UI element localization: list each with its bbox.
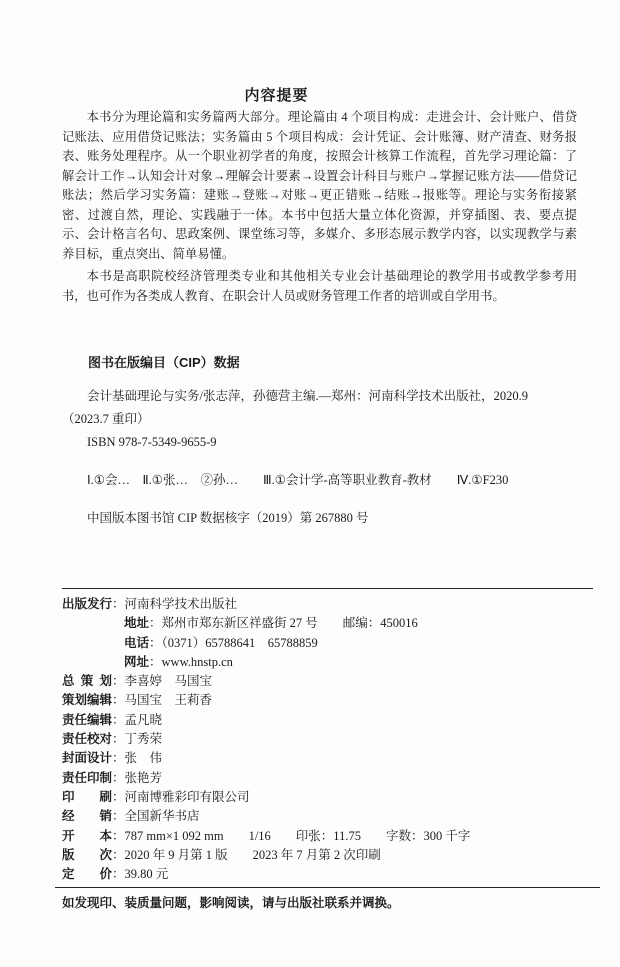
row-colon: ： [112,789,125,804]
row-value: 河南科学技术出版社 [124,597,238,611]
row-value: 2020 年 9 月第 1 版 2023 年 7 月第 2 次印刷 [124,847,381,862]
cip-record-line: 会计基础理论与实务/张志萍，孙德营主编.—郑州：河南科学技术出版社，2020.9 [87,389,528,403]
row-label: 责任编辑 [62,712,113,727]
row-colon: ： [149,616,162,631]
row-value: 河南博雅彩印有限公司 [124,789,250,804]
row-value: 张艳芳 [124,770,163,785]
row-colon: ： [112,732,125,747]
divider-bottom [55,887,600,888]
colophon-row-printer [62,788,577,807]
cip-classification-line: Ⅰ.①会… Ⅱ.①张… ②孙… Ⅲ.①会计学-高等职业教育-教材 Ⅳ.①F230 [87,473,509,487]
row-value: 郑州市郑东新区祥盛街 27 号 邮编：450016 [161,616,418,631]
row-label: 地址 [124,616,150,631]
content-summary-heading: 内容提要 [244,87,309,104]
row-colon: ： [112,751,125,766]
colophon-row-cover-design [62,749,577,768]
row-label: 电话 [124,635,150,650]
row-label: 策划编辑 [62,693,113,708]
row-label: 总策划 [62,674,112,689]
isbn-line: ISBN 978-7-5349-9655-9 [87,435,217,449]
row-label: 经销 [62,809,112,824]
row-colon: ： [112,693,125,708]
row-colon: ： [149,654,162,669]
colophon-row-edition [62,846,577,865]
quality-notice: 如发现印、装质量问题，影响阅读，请与出版社联系并调换。 [62,896,400,911]
colophon-row-website [124,653,577,672]
colophon-row-publisher [62,595,577,614]
colophon-row-responsible-editor [62,711,577,730]
row-value: （0371）65788641 65788859 [161,635,318,650]
colophon-row-phone [124,634,577,653]
colophon-block [62,595,577,884]
divider-top [62,588,593,589]
row-value: 丁秀荣 [124,732,163,747]
row-colon: ： [149,635,162,650]
row-label: 定价 [62,867,112,882]
row-label: 责任印制 [62,770,113,785]
cip-heading: 图书在版编目（CIP）数据 [88,355,240,370]
colophon-row-address [124,614,577,633]
row-label: 版次 [62,847,112,862]
summary-paragraph-1: 本书分为理论篇和实务篇两大部分。理论篇由 4 个项目构成：走进会计、会计账户、借贷记账法、应用借贷记账法；实务篇由 5 个项目构成：会计凭证、会计账簿、财产清查、财务报表、账务处理程序。从一个职业初学者的角度，按照会计核算工作流程，首先学习理论篇：了解会计工作→认知会计对象→理解会计要素→设置会计科目与账户→掌握记账方法——借贷记账法；然后学习实务篇：建账→登账→对账→更正错账→结账→报账等。理论与实务衔接紧密、过渡自然，理论、实践融于一体。本书中包括大量立体化资源，并穿插图、表、要点提示、会计格言名句、思政案例、课堂练习等，多媒介、多形态展示教学内容，以实现教学与素养目标，重点突出、简单易懂。 [62,110,577,261]
row-colon: ： [112,597,125,611]
colophon-row-planning-editor [62,691,577,710]
row-value: 787 mm×1 092 mm 1/16 印张：11.75 字数：300 千字 [124,828,471,843]
row-colon: ： [112,712,125,727]
row-label: 开本 [62,828,112,843]
row-label: 出版发行 [62,597,113,611]
row-colon: ： [112,770,125,785]
row-colon: ： [112,674,125,689]
colophon-row-distributor [62,807,577,826]
row-colon: ： [112,828,125,843]
row-value: 孟凡晓 [124,712,163,727]
row-label: 印刷 [62,789,112,804]
colophon-row-price [62,865,577,884]
colophon-row-chief-planner [62,672,577,691]
row-colon: ： [112,809,125,824]
row-value: 全国新华书店 [124,809,200,824]
summary-paragraph-2: 本书是高职院校经济管理类专业和其他相关专业会计基础理论的教学用书或教学参考用书，也可作为各类成人教育、在职会计人员或财务管理工作者的培训或自学用书。 [62,269,577,303]
row-value: 马国宝 王莉香 [124,693,213,708]
cip-registry-line: 中国版本图书馆 CIP 数据核字（2019）第 267880 号 [87,511,369,525]
cip-reprint-line: （2023.7 重印） [62,412,150,426]
colophon-row-print-supervisor [62,769,577,788]
colophon-row-proofreader [62,730,577,749]
row-value: 张 伟 [124,751,163,766]
row-value: 李喜婷 马国宝 [124,674,213,689]
row-value: 39.80 元 [124,867,169,882]
row-label: 责任校对 [62,732,113,747]
row-colon: ： [112,867,125,882]
colophon-row-format [62,827,577,846]
row-colon: ： [112,847,125,862]
row-label: 网址 [124,654,150,669]
row-label: 封面设计 [62,751,113,766]
row-value: www.hnstp.cn [161,654,233,669]
